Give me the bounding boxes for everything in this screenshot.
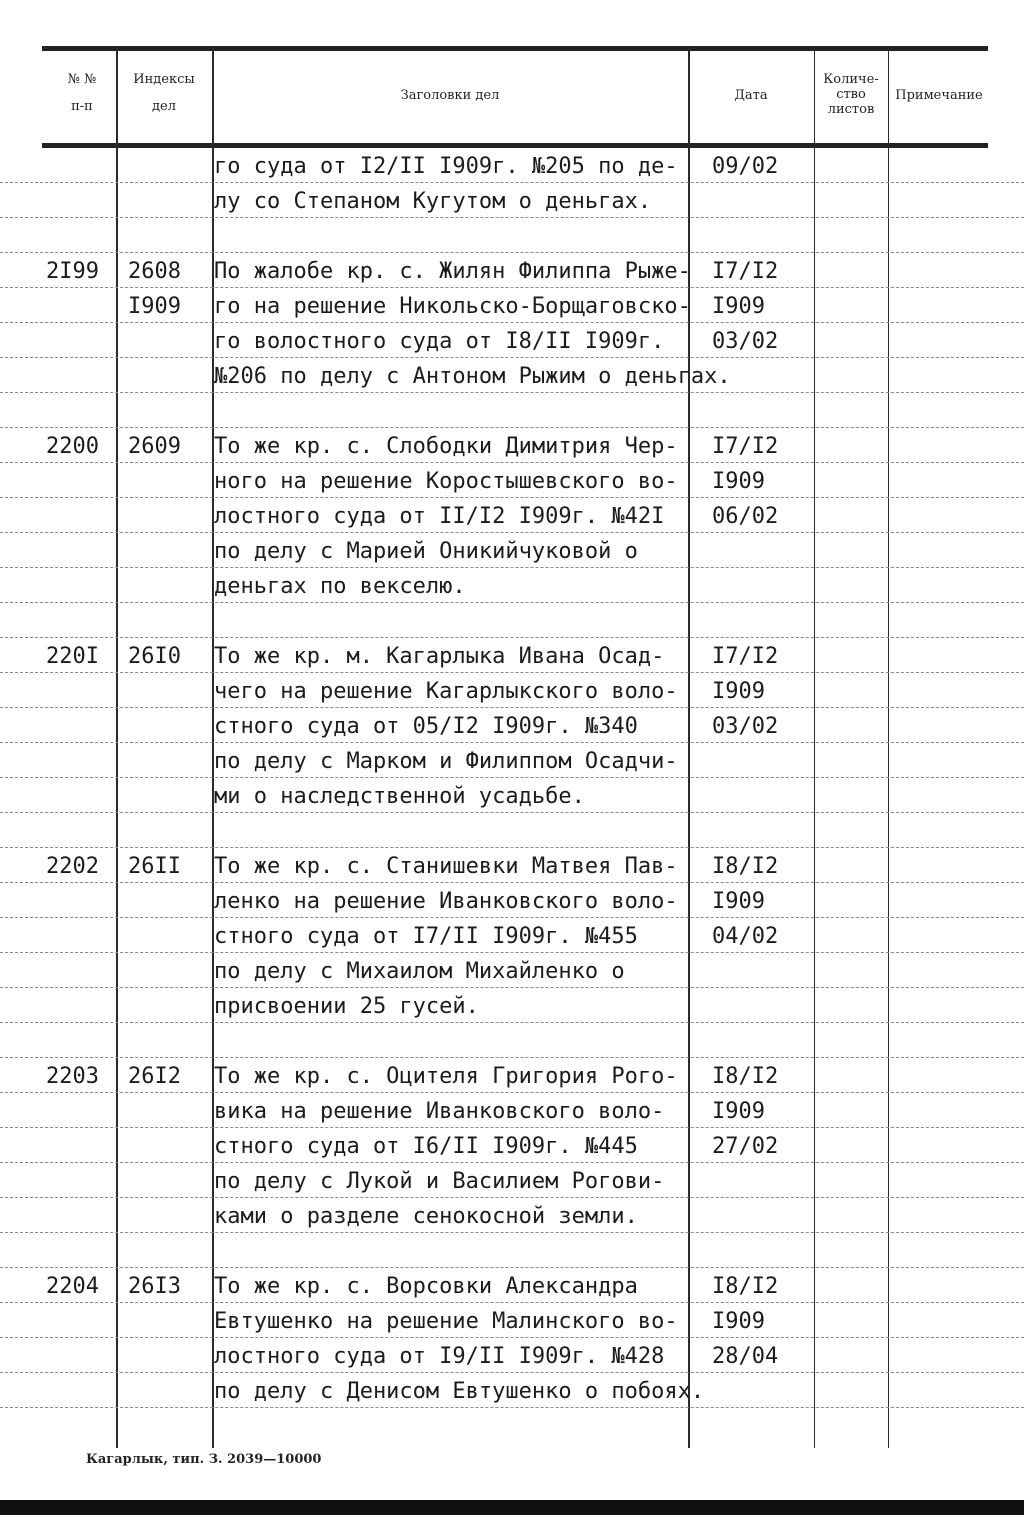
table-row bbox=[0, 428, 1024, 463]
header-index-line2: дел bbox=[152, 99, 176, 114]
case-title-line: лостного суда от I9/II I909г. №428 bbox=[214, 1344, 665, 1369]
table-row bbox=[0, 813, 1024, 848]
table-row bbox=[0, 1233, 1024, 1268]
case-title-line: вика на решение Иванковского воло- bbox=[214, 1099, 665, 1124]
case-index: 2609 bbox=[128, 434, 181, 459]
case-date: I909 bbox=[712, 1099, 765, 1124]
case-date: I8/I2 bbox=[712, 1064, 779, 1089]
case-date: 27/02 bbox=[712, 1134, 779, 1159]
case-date: 06/02 bbox=[712, 504, 779, 529]
case-date: 09/02 bbox=[712, 154, 779, 179]
table-row bbox=[0, 953, 1024, 988]
case-date: 03/02 bbox=[712, 714, 779, 739]
printer-imprint: Кагарлык, тип. З. 2039—10000 bbox=[86, 1452, 322, 1467]
table-row bbox=[0, 918, 1024, 953]
header-num-column bbox=[50, 72, 114, 114]
header-num-line2: п-п bbox=[71, 99, 93, 114]
header-index-line1: Индексы bbox=[133, 72, 195, 87]
header-note-label: Примечание bbox=[895, 88, 983, 103]
table-row bbox=[0, 393, 1024, 428]
table-row bbox=[0, 988, 1024, 1023]
table-row bbox=[0, 848, 1024, 883]
case-title-line: По жалобе кр. с. Жилян Филиппа Рыже- bbox=[214, 259, 691, 284]
entry-number: 2200 bbox=[46, 434, 99, 459]
case-title-line: го на решение Никольско-Борщаговско- bbox=[214, 294, 691, 319]
entry-number: 2I99 bbox=[46, 259, 99, 284]
table-row bbox=[0, 778, 1024, 813]
entry-number: 2203 bbox=[46, 1064, 99, 1089]
header-num-line1: № № bbox=[67, 72, 97, 87]
case-title-line: ного на решение Коростышевского во- bbox=[214, 469, 678, 494]
case-title-line: ленко на решение Иванковского воло- bbox=[214, 889, 678, 914]
header-date-label: Дата bbox=[734, 88, 768, 103]
table-row bbox=[0, 148, 1024, 183]
case-title-line: То же кр. с. Оцителя Григория Рого- bbox=[214, 1064, 678, 1089]
header-index-column bbox=[118, 72, 210, 114]
header-top-rule bbox=[42, 46, 988, 51]
case-date: 28/04 bbox=[712, 1344, 779, 1369]
case-date: I7/I2 bbox=[712, 259, 779, 284]
case-title-line: №206 по делу с Антоном Рыжим о деньгах. bbox=[214, 364, 731, 389]
case-title-line: лостного суда от II/I2 I909г. №42I bbox=[214, 504, 665, 529]
case-date: I7/I2 bbox=[712, 644, 779, 669]
scan-edge-bar bbox=[0, 1500, 1024, 1515]
case-title-line: го волостного суда от I8/II I909г. bbox=[214, 329, 665, 354]
table-row bbox=[0, 708, 1024, 743]
table-row bbox=[0, 1128, 1024, 1163]
case-title-line: стного суда от I6/II I909г. №445 bbox=[214, 1134, 638, 1159]
entry-number: 2204 bbox=[46, 1274, 99, 1299]
table-row bbox=[0, 1198, 1024, 1233]
case-index: 26II bbox=[128, 854, 181, 879]
case-date: I909 bbox=[712, 469, 765, 494]
case-date: 03/02 bbox=[712, 329, 779, 354]
case-title-line: стного суда от 05/I2 I909г. №340 bbox=[214, 714, 638, 739]
case-title-line: деньгах по векселю. bbox=[214, 574, 466, 599]
table-row bbox=[0, 288, 1024, 323]
case-title-line: по делу с Денисом Евтушенко о побоях. bbox=[214, 1379, 705, 1404]
table-row bbox=[0, 743, 1024, 778]
table-row bbox=[0, 673, 1024, 708]
case-date: I909 bbox=[712, 889, 765, 914]
table-row bbox=[0, 1338, 1024, 1373]
table-row bbox=[0, 1268, 1024, 1303]
case-title-line: стного суда от I7/II I909г. №455 bbox=[214, 924, 638, 949]
case-index: 26I3 bbox=[128, 1274, 181, 1299]
header-title-column bbox=[214, 88, 686, 103]
table-row bbox=[0, 603, 1024, 638]
case-title-line: То же кр. с. Слободки Димитрия Чер- bbox=[214, 434, 678, 459]
case-title-line: присвоении 25 гусей. bbox=[214, 994, 479, 1019]
case-date: I909 bbox=[712, 294, 765, 319]
header-count-line1: Количе- bbox=[823, 72, 879, 87]
header-count-line2: ство bbox=[836, 87, 866, 102]
header-title-label: Заголовки дел bbox=[400, 88, 500, 103]
table-row bbox=[0, 253, 1024, 288]
case-title-line: Евтушенко на решение Малинского во- bbox=[214, 1309, 678, 1334]
case-title-line: чего на решение Кагарлыкского воло- bbox=[214, 679, 678, 704]
case-title-line: лу со Степаном Кугутом о деньгах. bbox=[214, 189, 652, 214]
table-row bbox=[0, 883, 1024, 918]
table-row bbox=[0, 498, 1024, 533]
case-title-line: по делу с Марией Оникийчуковой о bbox=[214, 539, 638, 564]
case-index: 26I0 bbox=[128, 644, 181, 669]
table-row bbox=[0, 1303, 1024, 1338]
table-row bbox=[0, 463, 1024, 498]
case-index: 26I2 bbox=[128, 1064, 181, 1089]
case-index: 2608 bbox=[128, 259, 181, 284]
entry-number: 220I bbox=[46, 644, 99, 669]
table-row bbox=[0, 1093, 1024, 1128]
case-title-line: по делу с Марком и Филиппом Осадчи- bbox=[214, 749, 678, 774]
table-row bbox=[0, 533, 1024, 568]
case-date: I8/I2 bbox=[712, 1274, 779, 1299]
table-row bbox=[0, 218, 1024, 253]
case-title-line: по делу с Лукой и Василием Рогови- bbox=[214, 1169, 665, 1194]
case-title-line: по делу с Михаилом Михайленко о bbox=[214, 959, 625, 984]
table-row bbox=[0, 638, 1024, 673]
table-row bbox=[0, 183, 1024, 218]
entry-number: 2202 bbox=[46, 854, 99, 879]
case-date: I8/I2 bbox=[712, 854, 779, 879]
table-row bbox=[0, 323, 1024, 358]
case-title-line: го суда от I2/II I909г. №205 по де- bbox=[214, 154, 678, 179]
case-date: 04/02 bbox=[712, 924, 779, 949]
case-title-line: То же кр. с. Ворсовки Александра bbox=[214, 1274, 638, 1299]
case-title-line: ками о разделе сенокосной земли. bbox=[214, 1204, 638, 1229]
header-count-line3: листов bbox=[827, 102, 875, 117]
case-title-line: То же кр. с. Станишевки Матвея Пав- bbox=[214, 854, 678, 879]
table-row bbox=[0, 568, 1024, 603]
header-note-column bbox=[889, 88, 989, 103]
table-row bbox=[0, 1023, 1024, 1058]
case-title-line: ми о наследственной усадьбе. bbox=[214, 784, 585, 809]
table-row bbox=[0, 1373, 1024, 1408]
case-index: I909 bbox=[128, 294, 181, 319]
case-date: I909 bbox=[712, 1309, 765, 1334]
case-date: I909 bbox=[712, 679, 765, 704]
table-row bbox=[0, 1163, 1024, 1198]
table-row bbox=[0, 1058, 1024, 1093]
header-count-column bbox=[815, 72, 887, 117]
header-date-column bbox=[690, 88, 812, 103]
case-date: I7/I2 bbox=[712, 434, 779, 459]
table-row bbox=[0, 358, 1024, 393]
case-title-line: То же кр. м. Кагарлыка Ивана Осад- bbox=[214, 644, 665, 669]
